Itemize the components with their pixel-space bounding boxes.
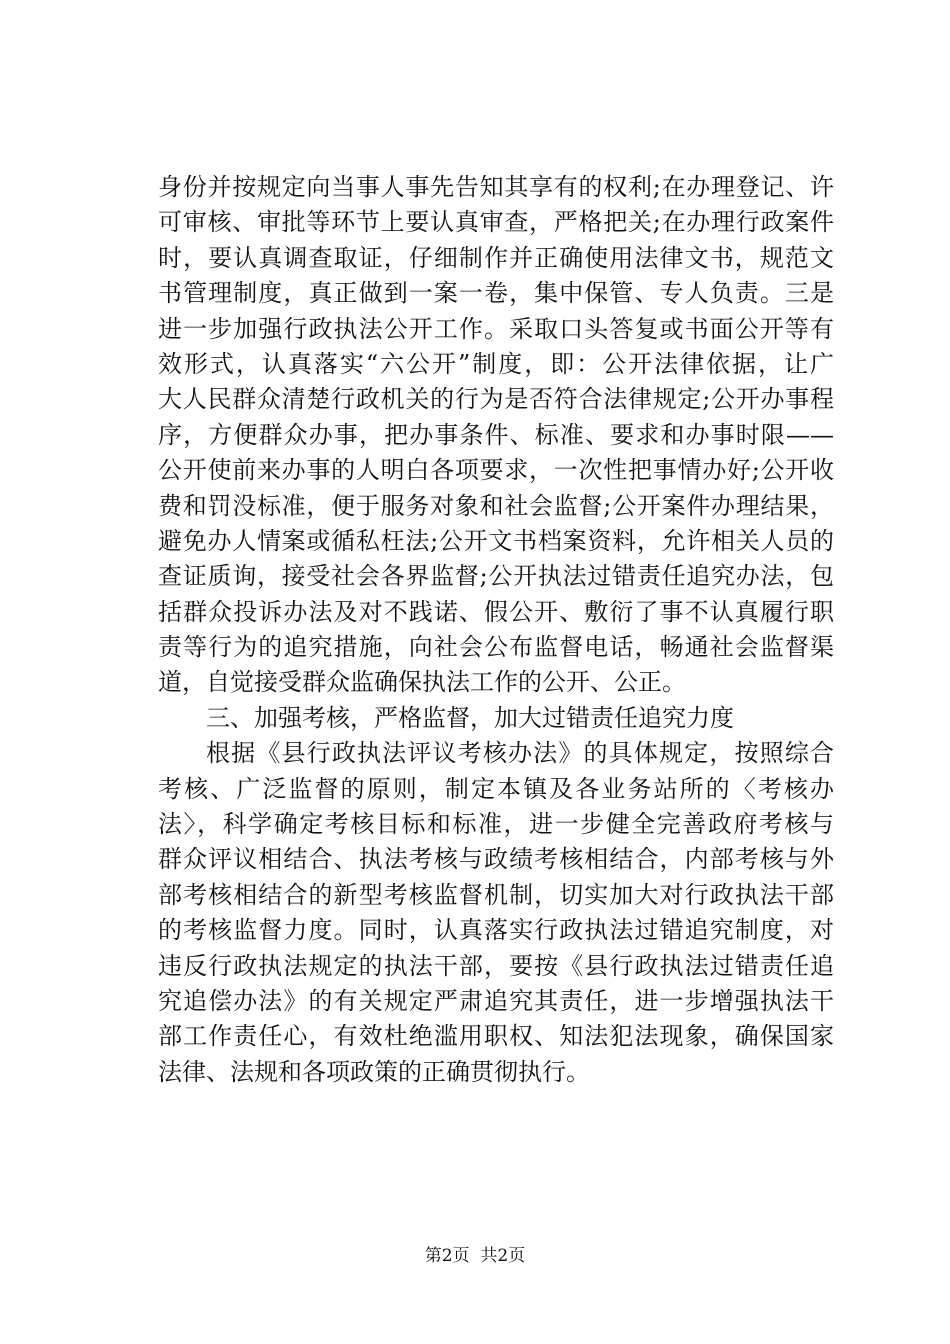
text-line: 括群众投诉办法及对不践诺、假公开、敷衍了事不认真履行职	[158, 597, 834, 626]
text-line: 大人民群众清楚行政机关的行为是否符合法律规定;公开办事程	[158, 385, 834, 414]
text-line: 责等行为的追究措施，向社会公布监督电话，畅通社会监督渠	[158, 633, 834, 662]
text-line: 公开使前来办事的人明白各项要求，一次性把事情办好;公开收	[158, 456, 834, 485]
text-line: 进一步加强行政执法公开工作。采取口头答复或书面公开等有	[158, 314, 834, 343]
text-line: 序，方便群众办事，把办事条件、标准、要求和办事时限——	[158, 420, 834, 449]
text-line: 查证质询，接受社会各界监督;公开执法过错责任追究办法，包	[158, 562, 834, 591]
text-line: 效形式，认真落实“六公开”制度，即：公开法律依据，让广	[158, 349, 834, 378]
text-line: 部考核相结合的新型考核监督机制，切实加大对行政执法干部	[158, 880, 834, 909]
text-line: 费和罚没标准，便于服务对象和社会监督;公开案件办理结果，	[158, 491, 834, 520]
page-indicator: 第2页 共2页	[424, 1246, 526, 1266]
text-line: 群众评议相结合、执法考核与政绩考核相结合，内部考核与外	[158, 845, 834, 874]
text-line: 究追偿办法》的有关规定严肃追究其责任，进一步增强执法干	[158, 986, 834, 1015]
document-body	[158, 170, 834, 1090]
page-footer	[0, 1244, 950, 1268]
text-line: 可审核、审批等环节上要认真审查，严格把关;在办理行政案件	[158, 208, 834, 237]
text-line: 考核、广泛监督的原则，制定本镇及各业务站所的〈考核办	[158, 774, 834, 803]
section-heading: 三、加强考核，严格监督，加大过错责任追究力度	[206, 703, 734, 732]
text-line: 道，自觉接受群众监确保执法工作的公开、公正。	[158, 668, 686, 697]
text-line: 法律、法规和各项政策的正确贯彻执行。	[158, 1057, 590, 1086]
text-line: 书管理制度，真正做到一案一卷，集中保管、专人负责。三是	[158, 279, 834, 308]
text-line: 法〉，科学确定考核目标和标准，进一步健全完善政府考核与	[158, 810, 834, 839]
text-line: 的考核监督力度。同时，认真落实行政执法过错追究制度，对	[158, 916, 834, 945]
paragraph-first-line: 根据《县行政执法评议考核办法》的具体规定，按照综合	[206, 739, 834, 768]
text-line: 违反行政执法规定的执法干部，要按《县行政执法过错责任追	[158, 951, 834, 980]
text-line: 避免办人情案或循私枉法;公开文书档案资料，允许相关人员的	[158, 526, 834, 555]
text-line: 身份并按规定向当事人事先告知其享有的权利;在办理登记、许	[158, 173, 834, 201]
text-line: 部工作责任心，有效杜绝滥用职权、知法犯法现象，确保国家	[158, 1022, 834, 1051]
text-line: 时，要认真调查取证，仔细制作并正确使用法律文书，规范文	[158, 243, 834, 272]
